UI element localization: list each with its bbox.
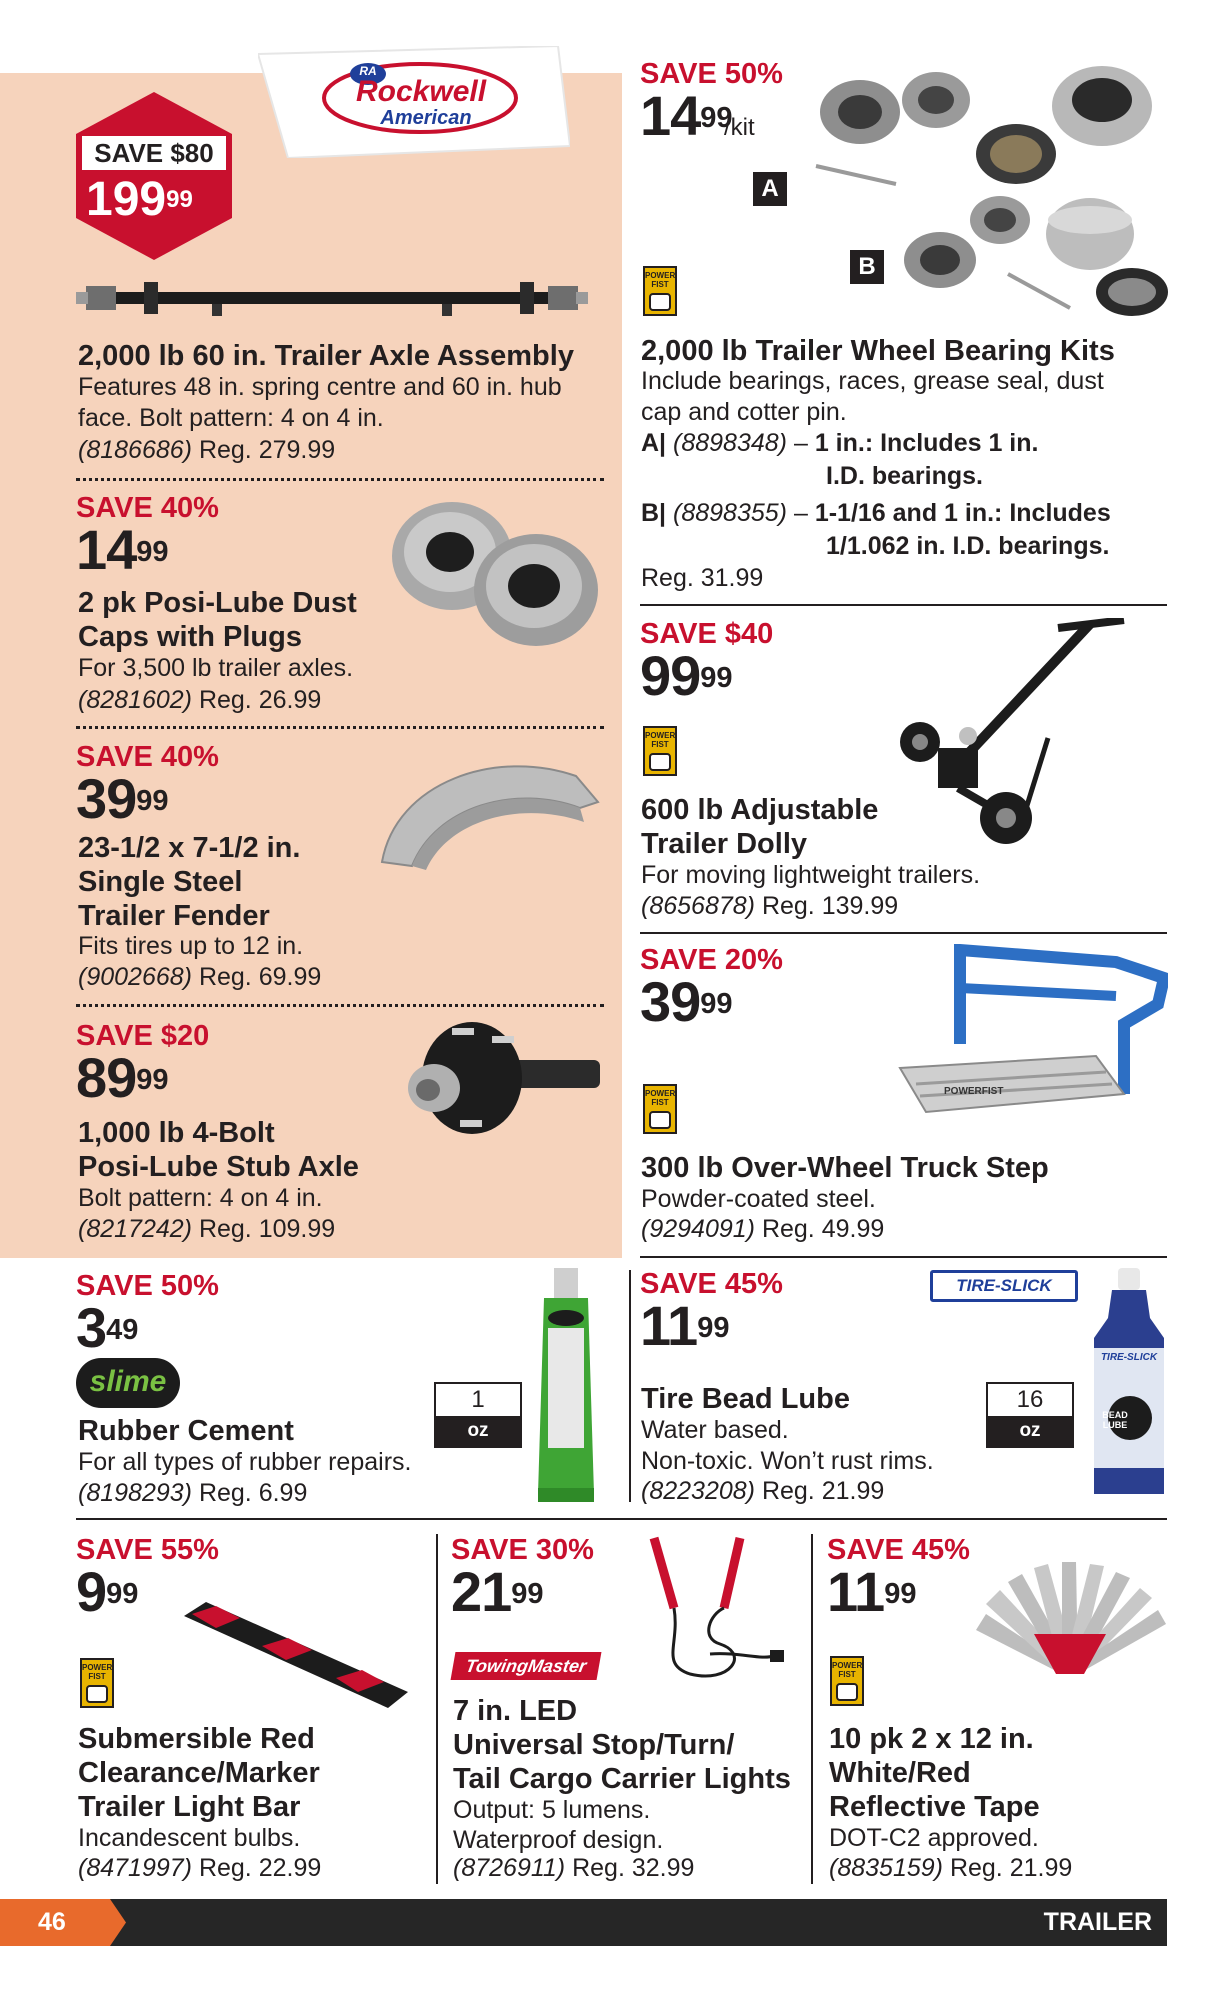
divider-r1 <box>640 604 1167 606</box>
slime-logo: slime <box>76 1358 180 1408</box>
stub-sku-line <box>78 1214 335 1245</box>
cargo-sku-line <box>453 1853 694 1884</box>
lightbar-title-2: Clearance/Marker <box>78 1757 320 1789</box>
lightbar-sku: (8471997) <box>78 1854 192 1882</box>
stub-image <box>398 1016 608 1140</box>
divider-2 <box>76 726 604 729</box>
fender-desc: Fits tires up to 12 in. <box>78 932 304 960</box>
lightbar-desc: Incandescent bulbs. <box>78 1824 301 1852</box>
fender-image <box>376 742 606 872</box>
tape-sku-line <box>829 1853 1072 1884</box>
cargo-title-1: 7 in. LED <box>453 1695 578 1727</box>
bottle-brand: TIRE-SLICK <box>1100 1352 1158 1363</box>
dolly-desc: For moving lightweight trailers. <box>641 861 981 889</box>
power-fist-logo: POWER FIST <box>643 266 677 316</box>
divider-r3 <box>640 1256 1167 1258</box>
option-b-sku: (8898355) <box>673 499 787 527</box>
stub-title-1: 1,000 lb 4-Bolt <box>78 1117 275 1149</box>
dustcaps-sku: (8281602) <box>78 686 192 714</box>
axle-reg: Reg. 279.99 <box>198 436 336 464</box>
lightbar-image <box>176 1596 416 1716</box>
cargo-sku: (8726911) <box>453 1854 566 1882</box>
bearing-save: SAVE 50% <box>640 58 783 90</box>
bearing-unit: /kit <box>724 114 755 141</box>
axle-title: 2,000 lb 60 in. Trailer Axle Assembly <box>78 340 574 372</box>
lightbar-reg: Reg. 22.99 <box>198 1854 322 1882</box>
fist-icon <box>86 1685 108 1703</box>
lightbar-price: $9^{99}$ <box>76 1560 139 1623</box>
divider-v2 <box>436 1534 438 1884</box>
cargo-image <box>640 1534 790 1684</box>
step-title: 300 lb Over-Wheel Truck Step <box>641 1152 1049 1184</box>
bearing-title: 2,000 lb Trailer Wheel Bearing Kits <box>641 335 1115 367</box>
tape-price: $11^{99}$ <box>827 1560 917 1623</box>
axle-desc: Features 48 in. spring centre and 60 in. hub face. Bolt pattern: 4 on 4 in. <box>78 373 562 432</box>
lightbar-sku-line <box>78 1853 321 1884</box>
lightbar-title-1: Submersible Red <box>78 1723 315 1755</box>
tape-desc: DOT-C2 approved. <box>829 1824 1039 1852</box>
bearing-desc: Include bearings, races, grease seal, dust cap and cotter pin. <box>641 367 1104 426</box>
lube-bottle-image <box>1090 1268 1168 1502</box>
cement-save: SAVE 50% <box>76 1270 219 1302</box>
step-sku: (9294091) <box>641 1215 755 1243</box>
axle-sku-line <box>78 435 335 466</box>
cement-price: $3^{49}$ <box>76 1296 139 1359</box>
stub-sku: (8217242) <box>78 1215 192 1243</box>
fender-title-1: 23-1/2 x 7-1/2 in. <box>78 832 301 864</box>
dustcaps-image <box>380 494 610 654</box>
dustcaps-desc: For 3,500 lb trailer axles. <box>78 654 354 682</box>
divider-full <box>76 1518 1167 1520</box>
bearing-image-b <box>900 190 1170 320</box>
lube-reg: Reg. 21.99 <box>761 1477 885 1505</box>
option-a-sku: (8898348) <box>673 429 787 457</box>
cargo-title-2: Universal Stop/Turn/ <box>453 1729 735 1761</box>
cement-size-badge <box>434 1382 522 1448</box>
stub-price: $89^{99}$ <box>76 1046 169 1109</box>
step-brand: POWERFIST <box>944 1086 1004 1097</box>
fender-title-2: Single Steel <box>78 866 243 898</box>
towingmaster-logo: TowingMaster <box>451 1652 602 1680</box>
step-desc: Powder-coated steel. <box>641 1185 876 1213</box>
cargo-reg: Reg. 32.99 <box>572 1854 695 1882</box>
divider-3 <box>76 1004 604 1007</box>
axle-price: $199^{99}$ <box>86 173 193 226</box>
step-price: $39^{99}$ <box>640 970 733 1033</box>
bearing-reg: Reg. 31.99 <box>641 564 764 592</box>
lube-title: Tire Bead Lube <box>641 1383 850 1415</box>
cargo-desc-1: Output: 5 lumens. <box>453 1796 651 1824</box>
dustcaps-title-1: 2 pk Posi-Lube Dust <box>78 587 357 619</box>
cargo-save: SAVE 30% <box>451 1534 594 1566</box>
dustcaps-sku-line <box>78 685 321 716</box>
fist-icon <box>836 1683 858 1701</box>
fist-icon <box>649 753 671 771</box>
lightbar-title-3: Trailer Light Bar <box>78 1791 301 1823</box>
brand-banner <box>258 46 570 158</box>
fist-icon <box>649 293 671 311</box>
fender-price: $39^{99}$ <box>76 767 169 830</box>
axle-price-badge <box>76 92 232 260</box>
lube-save: SAVE 45% <box>640 1268 783 1300</box>
lube-qty: 16 <box>1016 1386 1044 1413</box>
cargo-price: $21^{99}$ <box>451 1560 544 1623</box>
option-b-dash: – <box>793 499 808 527</box>
lube-sku-line <box>641 1476 884 1507</box>
cement-tube-image <box>530 1268 602 1504</box>
step-save: SAVE 20% <box>640 944 783 976</box>
fender-sku-line <box>78 962 321 993</box>
dustcaps-reg: Reg. 26.99 <box>198 686 322 714</box>
cement-sku-line <box>78 1478 307 1509</box>
axle-sku: (8186686) <box>78 436 192 464</box>
page-number: 46 <box>38 1908 66 1936</box>
tape-title-3: Reflective Tape <box>829 1791 1040 1823</box>
option-a-dash: – <box>793 429 808 457</box>
option-b-label: B| <box>641 499 667 527</box>
dustcaps-title-2: Caps with Plugs <box>78 621 302 653</box>
axle-save: SAVE $80 <box>94 138 214 168</box>
stub-save: SAVE $20 <box>76 1020 210 1052</box>
brand-badge: RA <box>359 64 377 78</box>
dolly-image <box>898 618 1168 848</box>
option-a-text-1: 1 in.: Includes 1 in. <box>814 429 1039 457</box>
option-b-text-1: 1-1/16 and 1 in.: Includes <box>814 499 1111 527</box>
cement-title: Rubber Cement <box>78 1415 294 1447</box>
fender-save: SAVE 40% <box>76 741 219 773</box>
stub-title-2: Posi-Lube Stub Axle <box>78 1151 359 1183</box>
power-fist-logo: POWER FIST <box>643 726 677 776</box>
bearing-price: $14^{99}$ <box>640 84 733 147</box>
power-fist-logo: POWER FIST <box>830 1656 864 1706</box>
bearing-image-a <box>806 60 1176 200</box>
tape-title-2: White/Red <box>829 1757 971 1789</box>
dustcaps-price: $14^{99}$ <box>76 518 169 581</box>
lube-sku: (8223208) <box>641 1477 755 1505</box>
divider-v3 <box>811 1534 813 1884</box>
cargo-title-3: Tail Cargo Carrier Lights <box>453 1763 791 1795</box>
tape-image <box>970 1548 1170 1678</box>
tape-sku: (8835159) <box>829 1854 943 1882</box>
cement-qty: 1 <box>471 1386 485 1413</box>
cargo-desc-2: Waterproof design. <box>453 1826 664 1854</box>
option-b-text-2: 1/1.062 in. I.D. bearings. <box>826 532 1110 560</box>
cement-sku: (8198293) <box>78 1479 192 1507</box>
bearing-tag-a: A <box>753 172 787 206</box>
lube-unit: oz <box>988 1416 1072 1446</box>
step-image <box>896 944 1168 1120</box>
stub-reg: Reg. 109.99 <box>198 1215 336 1243</box>
bearing-tag-b: B <box>850 250 884 284</box>
divider-r2 <box>640 932 1167 934</box>
tape-reg: Reg. 21.99 <box>949 1854 1073 1882</box>
lube-desc-1: Water based. <box>641 1416 789 1444</box>
bottle-label: BEAD LUBE <box>1102 1410 1128 1430</box>
step-sku-line <box>641 1214 884 1245</box>
dolly-save: SAVE $40 <box>640 618 774 650</box>
dolly-title-2: Trailer Dolly <box>641 828 808 860</box>
option-a-text-2: I.D. bearings. <box>826 462 983 490</box>
stub-desc: Bolt pattern: 4 on 4 in. <box>78 1184 323 1212</box>
axle-image <box>72 268 592 328</box>
dolly-price: $99^{99}$ <box>640 644 733 707</box>
bearing-option-b <box>641 498 1211 529</box>
lightbar-save: SAVE 55% <box>76 1534 219 1566</box>
divider-v1 <box>629 1270 631 1502</box>
tire-slick-logo: TIRE-SLICK <box>930 1270 1078 1302</box>
bearing-option-a <box>641 428 1211 459</box>
section-title: TRAILER <box>1043 1908 1152 1936</box>
lube-desc-2: Non-toxic. Won’t rust rims. <box>641 1447 934 1475</box>
cement-desc: For all types of rubber repairs. <box>78 1448 412 1476</box>
tape-save: SAVE 45% <box>827 1534 970 1566</box>
dolly-sku: (8656878) <box>641 892 755 920</box>
cement-reg: Reg. 6.99 <box>198 1479 308 1507</box>
fist-icon <box>649 1111 671 1129</box>
power-fist-logo: POWER FIST <box>80 1658 114 1708</box>
step-reg: Reg. 49.99 <box>761 1215 885 1243</box>
option-a-label: A| <box>641 429 667 457</box>
fender-reg: Reg. 69.99 <box>198 963 322 991</box>
tape-title-1: 10 pk 2 x 12 in. <box>829 1723 1034 1755</box>
brand-name: Rockwell <box>356 75 487 108</box>
fender-sku: (9002668) <box>78 963 192 991</box>
brand-sub: American <box>380 107 472 129</box>
dolly-reg: Reg. 139.99 <box>761 892 899 920</box>
divider-1 <box>76 478 604 481</box>
dustcaps-save: SAVE 40% <box>76 492 219 524</box>
lube-price: $11^{99}$ <box>640 1294 730 1357</box>
lube-size-badge <box>986 1382 1074 1448</box>
dolly-title-1: 600 lb Adjustable <box>641 794 879 826</box>
page-number-tab <box>0 1899 128 1946</box>
dolly-sku-line <box>641 891 898 922</box>
power-fist-logo: POWER FIST <box>643 1084 677 1134</box>
fender-title-3: Trailer Fender <box>78 900 270 932</box>
cement-unit: oz <box>436 1416 520 1446</box>
